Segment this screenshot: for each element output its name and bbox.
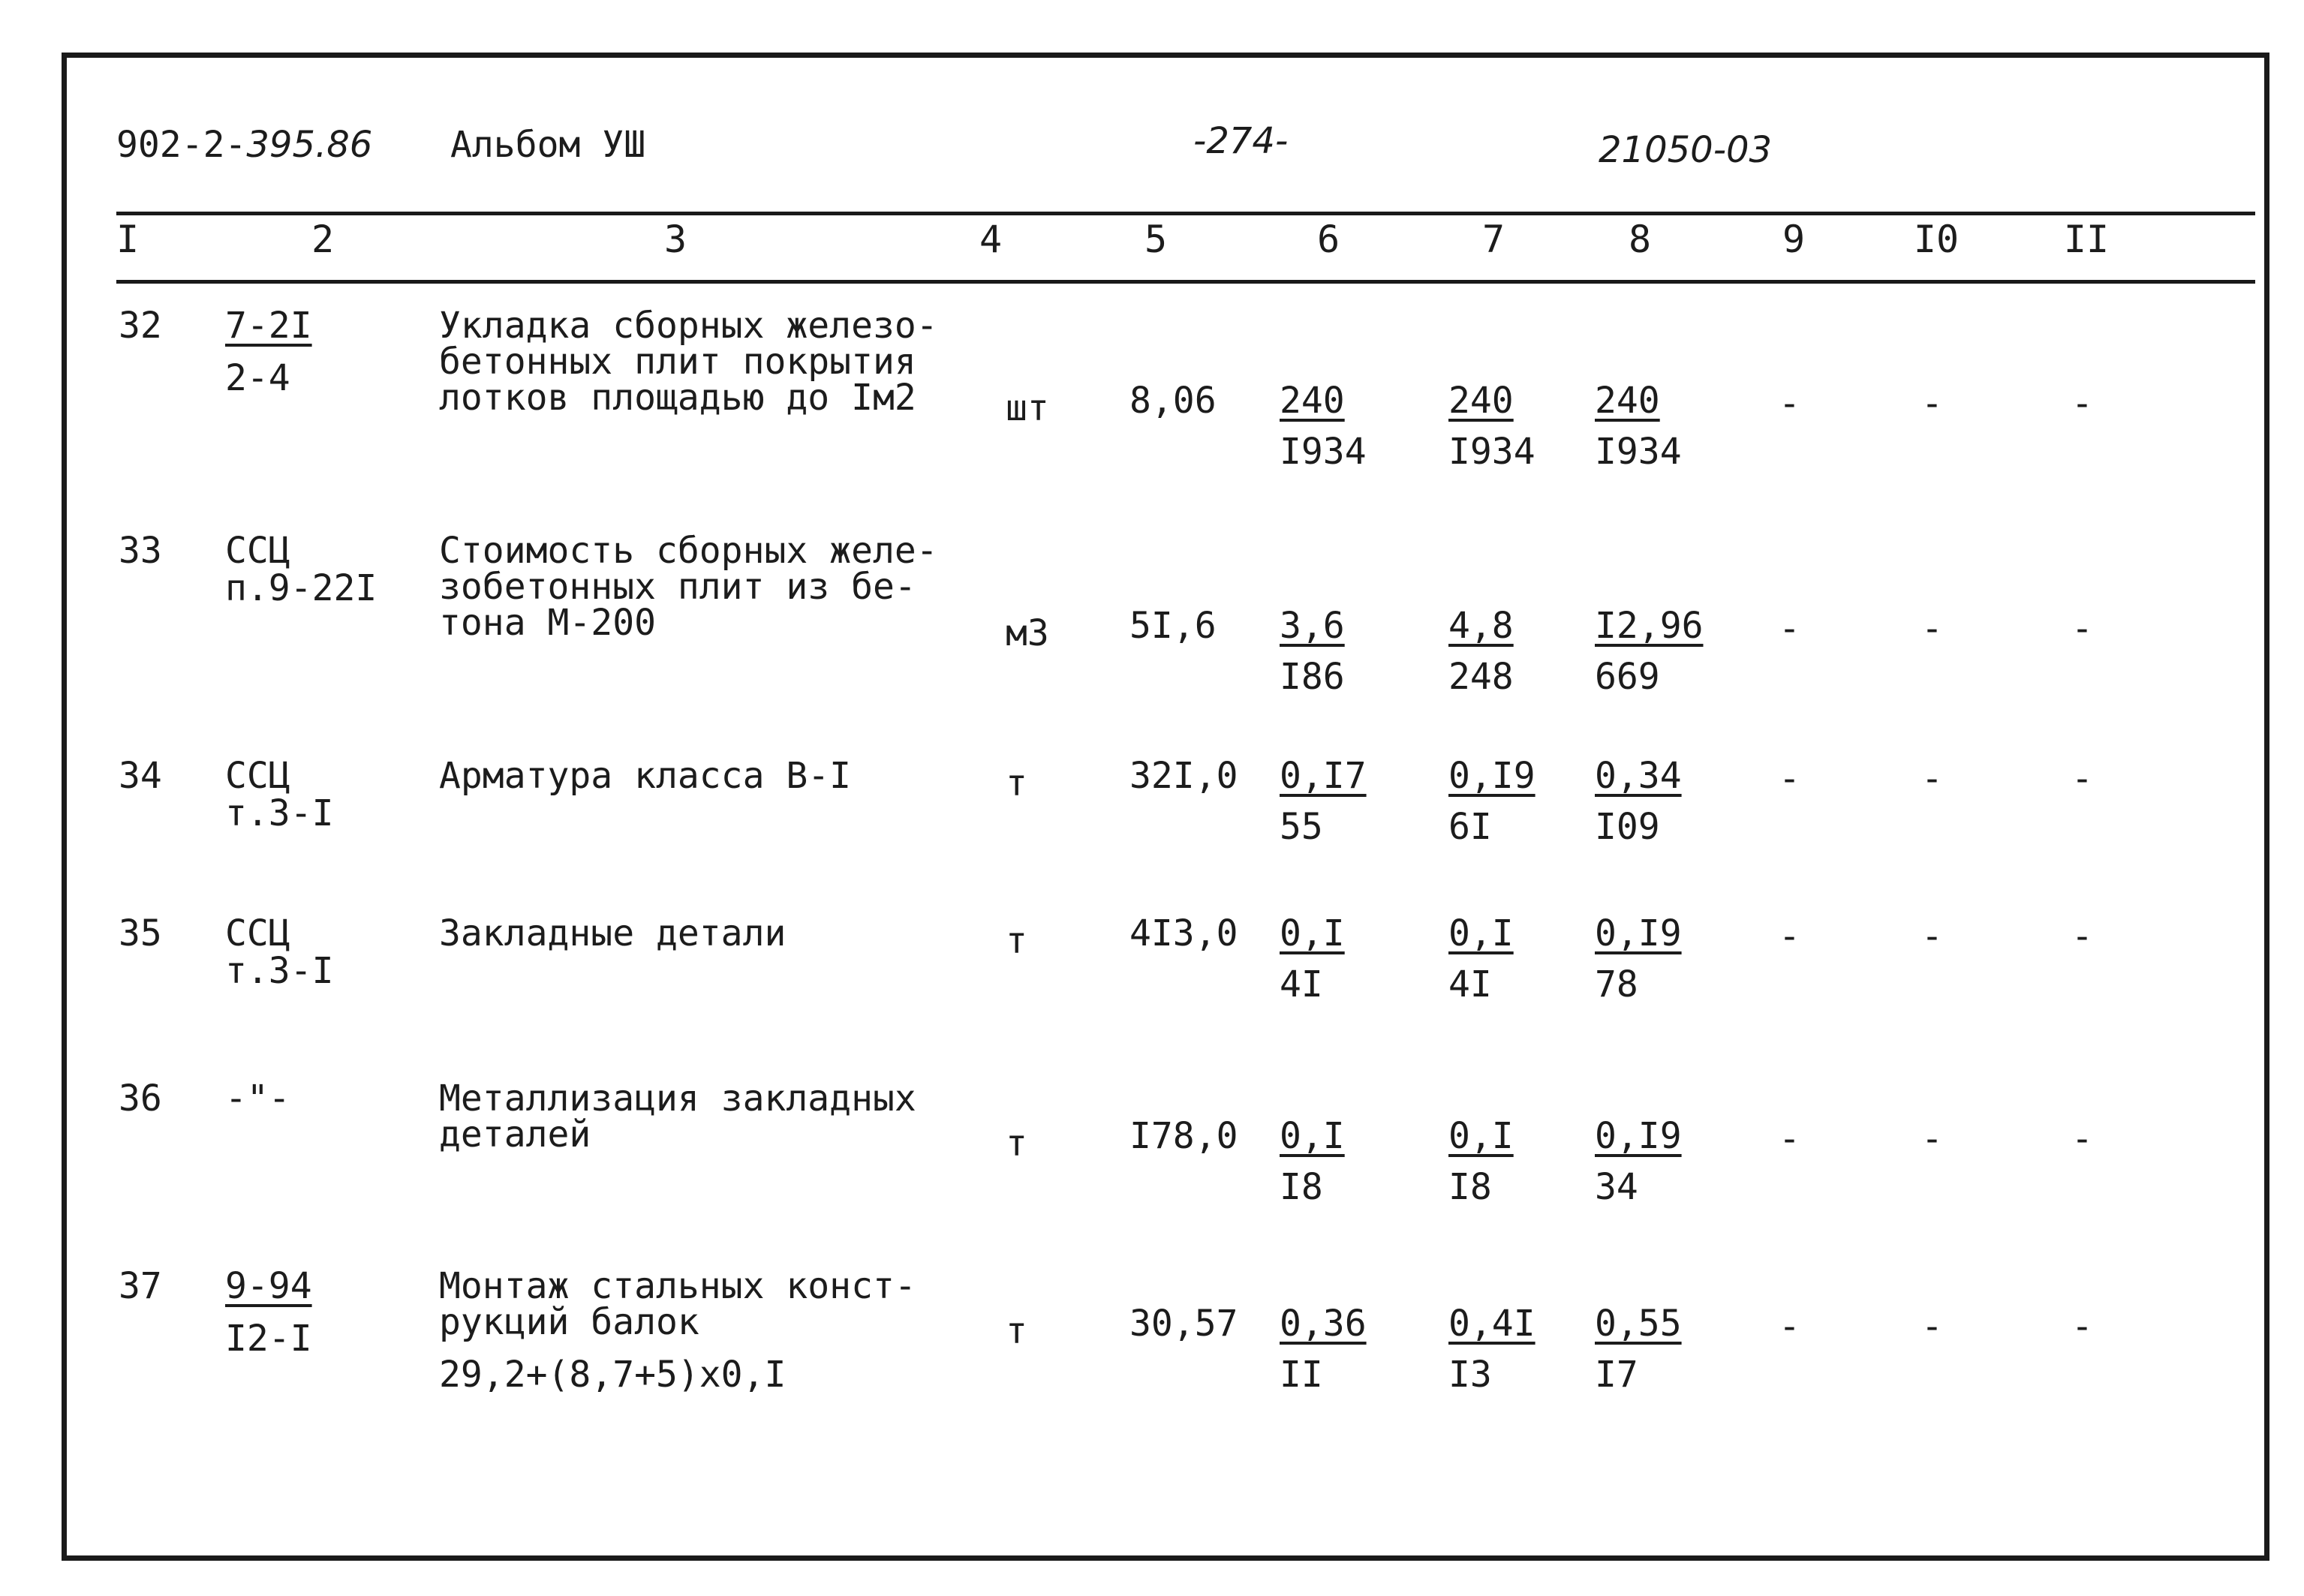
c6-cost: I8 — [1280, 1166, 1323, 1208]
norm-reference: -"- — [225, 1078, 290, 1120]
doc-code — [116, 124, 372, 166]
c7-cost: I3 — [1448, 1354, 1492, 1396]
column-number-2: 2 — [311, 218, 335, 261]
norm-reference-detail: I2-I — [225, 1318, 312, 1360]
c7-cost: I934 — [1448, 431, 1535, 473]
page-number: -274- — [1193, 120, 1289, 162]
album-label: Альбом УШ — [450, 124, 646, 166]
c6-quantity: 3,6 — [1280, 605, 1345, 647]
c8-quantity: 0,I9 — [1595, 912, 1682, 954]
column-number-7: 7 — [1481, 218, 1505, 261]
c10-dash: - — [1921, 1118, 1943, 1160]
unit: т — [1006, 920, 1027, 962]
norm-reference-detail: п.9-22I — [225, 567, 377, 609]
work-description-line: Стоимость сборных желе- — [439, 530, 938, 572]
row-number: 34 — [119, 755, 162, 797]
work-description-line: Закладные детали — [439, 912, 787, 954]
norm-reference: ССЦ — [225, 530, 290, 572]
c7-quantity: 240 — [1448, 380, 1514, 422]
norm-reference: 9-94 — [225, 1265, 312, 1307]
column-number-4: 4 — [979, 218, 1003, 261]
c11-dash: - — [2071, 383, 2093, 425]
c10-dash: - — [1921, 758, 1943, 800]
c7-quantity: 0,I9 — [1448, 755, 1535, 797]
c8-cost: I934 — [1595, 431, 1682, 473]
work-description-line: лотков площадью до Iм2 — [439, 377, 916, 419]
c6-cost: 55 — [1280, 806, 1323, 848]
unit-price: 32I,0 — [1129, 755, 1238, 797]
c8-quantity: 0,I9 — [1595, 1115, 1682, 1157]
c6-quantity: 0,I — [1280, 912, 1345, 954]
unit-price: 4I3,0 — [1129, 912, 1238, 954]
c6-quantity: 0,I — [1280, 1115, 1345, 1157]
unit: м3 — [1006, 612, 1049, 654]
work-description-line: Металлизация закладных — [439, 1078, 916, 1120]
c8-cost: 669 — [1595, 656, 1660, 698]
c7-cost: I8 — [1448, 1166, 1492, 1208]
work-description-line: тона М-200 — [439, 602, 656, 644]
c7-quantity: 0,4I — [1448, 1303, 1535, 1345]
c8-cost: 34 — [1595, 1166, 1638, 1208]
c9-dash: - — [1779, 915, 1800, 957]
header-top-rule — [116, 212, 2255, 215]
c7-quantity: 0,I — [1448, 912, 1514, 954]
c8-cost: I09 — [1595, 806, 1660, 848]
header-bottom-rule — [116, 280, 2255, 284]
unit: т — [1006, 1310, 1027, 1352]
c6-cost: II — [1280, 1354, 1323, 1396]
column-number-9: 9 — [1782, 218, 1806, 261]
column-number-5: 5 — [1144, 218, 1168, 261]
norm-reference-detail: 2-4 — [225, 357, 290, 399]
c10-dash: - — [1921, 383, 1943, 425]
c6-quantity: 0,36 — [1280, 1303, 1367, 1345]
c7-quantity: 4,8 — [1448, 605, 1514, 647]
unit: т — [1006, 1123, 1027, 1165]
c11-dash: - — [2071, 1306, 2093, 1348]
c10-dash: - — [1921, 608, 1943, 650]
c7-quantity: 0,I — [1448, 1115, 1514, 1157]
c8-quantity: I2,96 — [1595, 605, 1704, 647]
doc-code-prefix: 902-2- — [116, 124, 247, 166]
c10-dash: - — [1921, 1306, 1943, 1348]
norm-reference: 7-2I — [225, 305, 312, 347]
unit-price: 30,57 — [1129, 1303, 1238, 1345]
c11-dash: - — [2071, 915, 2093, 957]
column-number-1: I — [116, 218, 140, 261]
row-number: 33 — [119, 530, 162, 572]
c11-dash: - — [2071, 758, 2093, 800]
c6-cost: I86 — [1280, 656, 1345, 698]
work-description-line: зобетонных плит из бе- — [439, 566, 916, 608]
work-description-line: Арматура класса В-I — [439, 755, 852, 797]
norm-reference-detail: т.3-I — [225, 792, 334, 834]
work-description-line: рукций балок — [439, 1301, 699, 1343]
row-number: 32 — [119, 305, 162, 347]
column-number-10: I0 — [1913, 218, 1960, 261]
c9-dash: - — [1779, 1118, 1800, 1160]
work-description-line: бетонных плит покрытия — [439, 341, 916, 383]
c8-quantity: 0,34 — [1595, 755, 1682, 797]
c8-quantity: 0,55 — [1595, 1303, 1682, 1345]
norm-reference: ССЦ — [225, 912, 290, 954]
unit: шт — [1006, 387, 1049, 429]
work-description-line: 29,2+(8,7+5)х0,I — [439, 1354, 787, 1396]
norm-reference-detail: т.3-I — [225, 950, 334, 992]
norm-reference: ССЦ — [225, 755, 290, 797]
c6-quantity: 240 — [1280, 380, 1345, 422]
c8-quantity: 240 — [1595, 380, 1660, 422]
c9-dash: - — [1779, 383, 1800, 425]
unit-price: 8,06 — [1129, 380, 1217, 422]
row-number: 37 — [119, 1265, 162, 1307]
work-description-line: Укладка сборных железо- — [439, 305, 938, 347]
row-number: 35 — [119, 912, 162, 954]
c7-cost: 248 — [1448, 656, 1514, 698]
c8-cost: 78 — [1595, 963, 1638, 1005]
doc-code-handwritten: 395.86 — [246, 124, 373, 166]
c9-dash: - — [1779, 608, 1800, 650]
c9-dash: - — [1779, 1306, 1800, 1348]
column-number-8: 8 — [1628, 218, 1652, 261]
c7-cost: 4I — [1448, 963, 1492, 1005]
column-number-6: 6 — [1316, 218, 1340, 261]
column-number-11: II — [2063, 218, 2110, 261]
c6-cost: 4I — [1280, 963, 1323, 1005]
c11-dash: - — [2071, 608, 2093, 650]
document-number: 21050-03 — [1599, 129, 1773, 171]
c6-quantity: 0,I7 — [1280, 755, 1367, 797]
c6-cost: I934 — [1280, 431, 1367, 473]
column-number-3: 3 — [663, 218, 687, 261]
c7-cost: 6I — [1448, 806, 1492, 848]
c9-dash: - — [1779, 758, 1800, 800]
unit-price: 5I,6 — [1129, 605, 1217, 647]
c11-dash: - — [2071, 1118, 2093, 1160]
work-description-line: Монтаж стальных конст- — [439, 1265, 916, 1307]
unit-price: I78,0 — [1129, 1115, 1238, 1157]
work-description-line: деталей — [439, 1114, 591, 1156]
unit: т — [1006, 762, 1027, 804]
c8-cost: I7 — [1595, 1354, 1638, 1396]
c10-dash: - — [1921, 915, 1943, 957]
row-number: 36 — [119, 1078, 162, 1120]
